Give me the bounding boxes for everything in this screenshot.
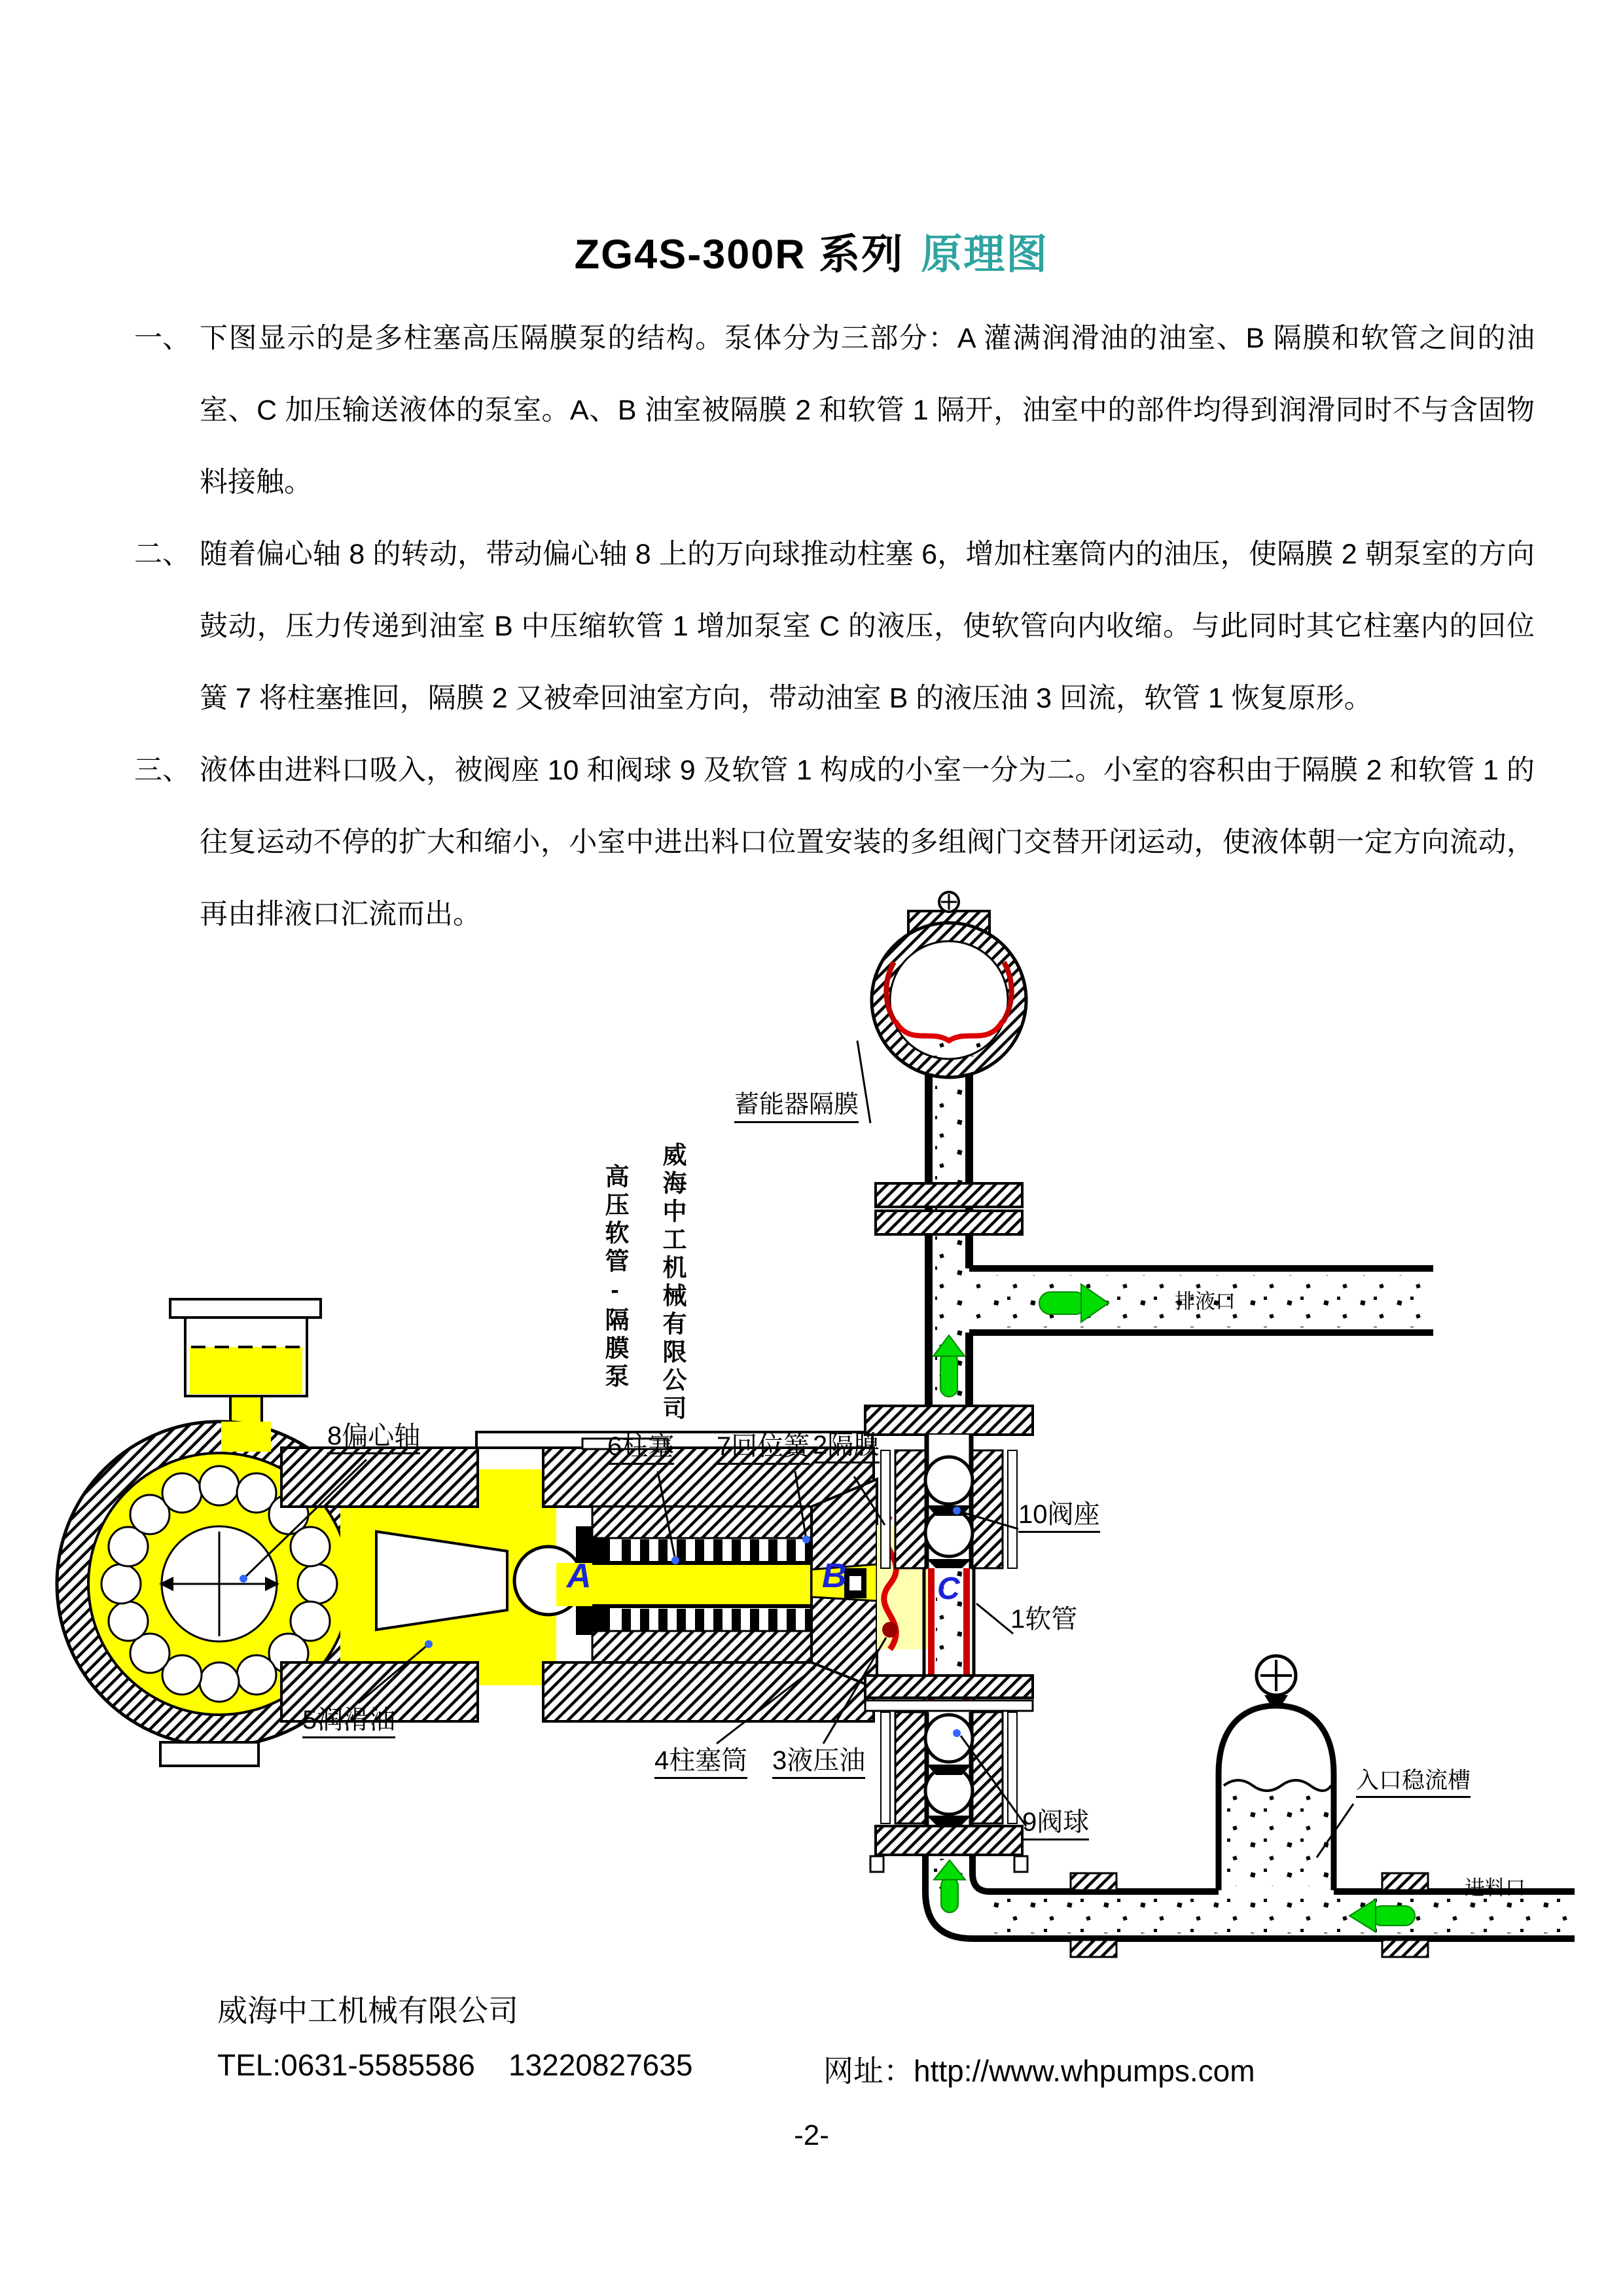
paragraph-1-text: 下图显示的是多柱塞高压隔膜泵的结构。泵体分为三部分：A 灌满润滑油的油室、B 隔膜和软管之间的油室、C 加压输送液体的泵室。A、B 油室被隔膜 2 和软管 1 隔开，油室中的部件均得到润滑同时不与含固物料接触。	[200, 323, 1535, 498]
label-part7-return-spring: 7回位簧	[717, 1432, 810, 1465]
label-discharge-port: 排液口	[1175, 1290, 1236, 1313]
page-title	[0, 221, 1623, 281]
pump-diagram	[0, 870, 1623, 1983]
label-part10-valve-seat: 10阀座	[1018, 1500, 1100, 1533]
label-accumulator-diaphragm: 蓄能器隔膜	[734, 1092, 859, 1123]
discharge-pipe	[876, 1073, 1433, 1406]
page-title-teal: 原理图	[921, 232, 1049, 278]
valve-ball-top	[925, 1457, 972, 1504]
label-part8-eccentric-shaft: 8偏心轴	[327, 1422, 420, 1454]
label-part2-diaphragm: 2隔膜	[813, 1431, 880, 1463]
label-part3-hydraulic-oil: 3液压油	[772, 1746, 865, 1779]
page-title-model: ZG4S-300R 系列	[574, 232, 904, 278]
page-number: -2-	[794, 2119, 829, 2151]
valve-ball	[925, 1715, 972, 1762]
paragraph-3-marker: 三、	[134, 755, 190, 786]
label-inlet-port: 进料口	[1465, 1876, 1525, 1899]
oil-chamber-a	[556, 1563, 825, 1606]
footer-company: 威海中工机械有限公司	[217, 1994, 518, 2028]
suction-valve	[865, 1676, 1033, 1872]
accumulator	[872, 892, 1026, 1077]
paragraph-1-marker: 一、	[134, 323, 190, 354]
plunger-cylinder	[543, 1479, 877, 1721]
label-part1-hose: 1软管	[1010, 1605, 1078, 1634]
discharge-valve	[865, 1406, 1033, 1568]
diagram-product-vertical-text: 高压软管-隔膜泵	[601, 1164, 628, 1391]
paragraph-2	[134, 518, 1535, 734]
footer-tel: TEL:0631-5585586 13220827635	[217, 2048, 693, 2082]
label-part6-plunger: 6柱塞	[607, 1432, 674, 1465]
inlet-stabilizer-tank	[1219, 1656, 1334, 1890]
paragraph-2-text: 随着偏心轴 8 的转动，带动偏心轴 8 上的万向球推动柱塞 6，增加柱塞筒内的油压，使隔膜 2 朝泵室的方向鼓动，压力传递到油室 B 中压缩软管 1 增加泵室 C 的液压，使软管向内收缩。与此同时其它柱塞内的回位簧 7 将柱塞推回，隔膜 2 又被牵回油室方向，带动油室 B 的液压油 3 回流，软管 1 恢复原形。	[200, 539, 1535, 714]
chamber-letter-c: C	[937, 1571, 960, 1606]
label-part4-plunger-cylinder: 4柱塞筒	[654, 1746, 747, 1779]
chamber-letter-a: A	[567, 1557, 592, 1595]
diagram-company-vertical-text: 威海中工机械有限公司	[659, 1142, 686, 1424]
valve-ball	[925, 1509, 972, 1556]
body-text	[134, 302, 1535, 950]
paragraph-2-marker: 二、	[134, 539, 190, 570]
label-part9-valve-ball: 9阀球	[1022, 1808, 1089, 1840]
label-inlet-tank: 入口稳流槽	[1356, 1768, 1471, 1798]
paragraph-1	[134, 302, 1535, 518]
footer-website: 网址：http://www.whpumps.com	[823, 2054, 1255, 2088]
paragraph-3-text: 液体由进料口吸入，被阀座 10 和阀球 9 及软管 1 构成的小室一分为二。小室的容积由于隔膜 2 和软管 1 的往复运动不停的扩大和缩小，小室中进出料口位置安装的多组阀门交替开闭运动，使液体朝一定方向流动，再由排液口汇流而出。	[200, 755, 1535, 930]
label-part5-lube-oil: 5润滑油	[302, 1706, 395, 1738]
chamber-letter-b: B	[822, 1557, 847, 1595]
